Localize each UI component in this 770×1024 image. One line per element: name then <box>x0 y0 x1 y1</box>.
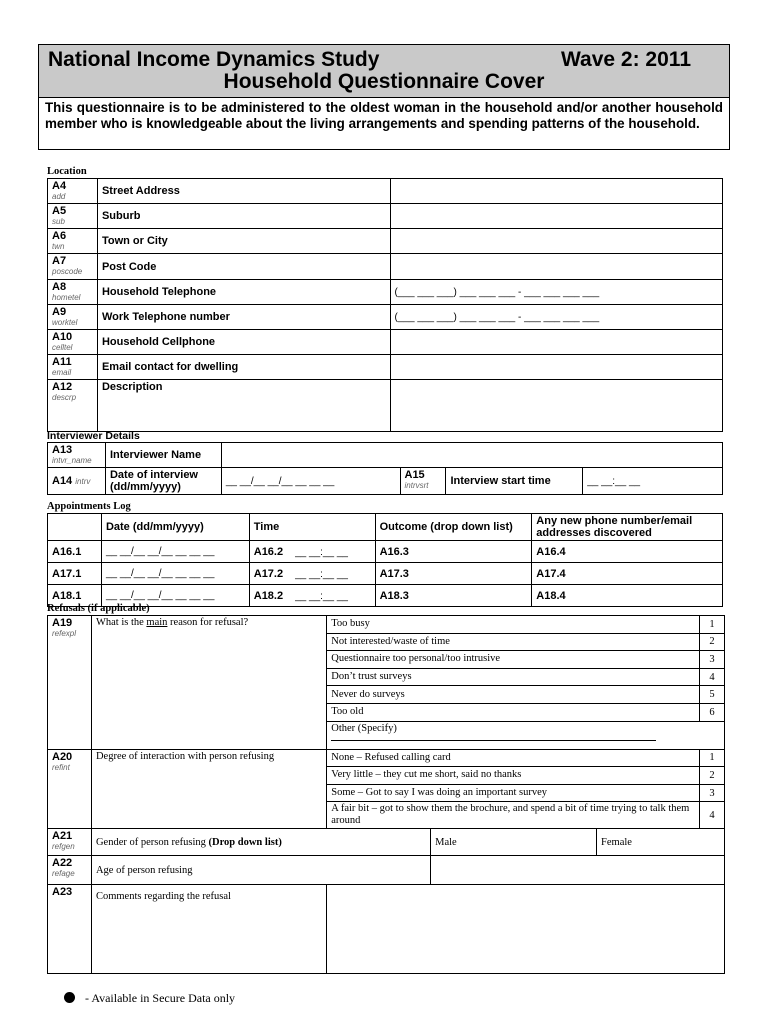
location-code: A11 <box>52 356 72 368</box>
location-code-cell <box>48 229 98 254</box>
a20-option[interactable]: Very little – they cut me short, said no thanks <box>327 767 700 785</box>
appt-phone-field[interactable]: A16.4 <box>532 541 723 563</box>
a21-var: refgen <box>52 842 75 852</box>
a19-code-cell <box>48 616 92 750</box>
location-field[interactable] <box>390 355 722 380</box>
location-label: Street Address <box>97 179 390 204</box>
location-label: Household Cellphone <box>97 330 390 355</box>
location-code: A6 <box>52 230 67 242</box>
a22-var: refage <box>52 869 75 879</box>
wave-label: Wave 2: 2011 <box>561 48 691 71</box>
a20-option-number: 3 <box>699 784 724 802</box>
location-code: A7 <box>52 255 67 267</box>
a20-code-cell <box>48 749 92 829</box>
appt-time-cell[interactable] <box>249 563 375 585</box>
appt-phone-field[interactable]: A17.4 <box>532 563 723 585</box>
location-label: Description <box>97 380 390 432</box>
location-code-cell <box>48 380 98 432</box>
a21-code: A21 <box>52 830 73 843</box>
location-var: twn <box>52 242 65 251</box>
location-code: A4 <box>52 180 67 192</box>
interviewer-name-label: Interviewer Name <box>105 443 221 468</box>
a20-option[interactable]: None – Refused calling card <box>327 749 700 767</box>
a19-question-emph: main <box>146 617 168 628</box>
appt-code: A16.1 <box>48 541 102 563</box>
footer-text: - Available in Secure Data only <box>85 991 236 1005</box>
appt-header-outcome: Outcome (drop down list) <box>375 514 532 541</box>
appt-header-phone: Any new phone number/email addresses discovered <box>532 514 723 541</box>
interviewer-heading: Interviewer Details <box>47 430 140 442</box>
intro-text: This questionnaire is to be administered to the oldest woman in the household and/or another household member who is knowledgeable about the living arrangements and spending patterns of the household. <box>38 98 730 150</box>
interviewer-table <box>47 442 723 495</box>
location-table <box>47 178 723 432</box>
location-code: A10 <box>52 331 73 343</box>
a13-code-cell <box>48 443 106 468</box>
location-label: Email contact for dwelling <box>97 355 390 380</box>
a23-comments-field[interactable] <box>327 885 725 974</box>
a20-question: Degree of interaction with person refusing <box>91 749 326 829</box>
location-var: add <box>52 192 66 201</box>
a19-option-number: 4 <box>699 668 724 686</box>
a22-answer-field[interactable] <box>431 856 725 885</box>
appt-outcome-field[interactable]: A16.3 <box>375 541 532 563</box>
location-var: hometel <box>52 293 81 302</box>
refusals-table <box>47 615 725 974</box>
location-field[interactable] <box>390 254 722 280</box>
location-field[interactable] <box>390 380 722 432</box>
study-title: National Income Dynamics Study <box>48 48 380 71</box>
a20-var: refint <box>52 762 70 772</box>
location-code-cell <box>48 280 98 305</box>
a21-code-cell <box>48 829 92 856</box>
appointments-table <box>47 513 723 607</box>
a23-code: A23 <box>52 886 73 899</box>
location-code: A5 <box>52 205 67 217</box>
a19-other-line <box>331 734 656 741</box>
a21-male-option[interactable]: Male <box>431 829 597 856</box>
appt-outcome-field[interactable]: A18.3 <box>375 585 532 607</box>
a21-female-option[interactable]: Female <box>597 829 725 856</box>
appt-time-cell[interactable] <box>249 585 375 607</box>
location-code-cell <box>48 330 98 355</box>
appt-header-time: Time <box>249 514 375 541</box>
location-heading: Location <box>47 166 87 177</box>
start-time-field[interactable]: __ __:__ __ <box>583 468 723 495</box>
a15-code-cell <box>400 468 446 495</box>
appt-date-field[interactable]: __ __/__ __/__ __ __ __ <box>101 541 249 563</box>
a14-var: intrv <box>75 477 91 486</box>
location-field[interactable] <box>390 229 722 254</box>
a20-code: A20 <box>52 750 73 763</box>
date-of-interview-label: Date of interview (dd/mm/yyyy) <box>105 468 221 495</box>
appt-code: A18.1 <box>48 585 102 607</box>
location-label: Work Telephone number <box>97 305 390 330</box>
a20-option-number: 2 <box>699 767 724 785</box>
appt-phone-field[interactable]: A18.4 <box>532 585 723 607</box>
a23-question: Comments regarding the refusal <box>91 885 326 974</box>
location-code: A9 <box>52 306 67 318</box>
location-var: poscode <box>52 267 83 276</box>
a22-code: A22 <box>52 857 73 870</box>
appt-time-code: A17.2 <box>253 567 284 580</box>
refusals-heading: Refusals (if applicable) <box>47 603 150 614</box>
a19-option-number: 6 <box>699 703 724 721</box>
a20-option[interactable]: A fair bit – got to show them the brochure, and spend a bit of time trying to talk them around <box>327 802 700 829</box>
a14-code-cell <box>48 468 106 495</box>
a19-question <box>91 616 326 750</box>
location-field[interactable] <box>390 330 722 355</box>
location-label: Household Telephone <box>97 280 390 305</box>
location-field[interactable] <box>390 204 722 229</box>
location-code-cell <box>48 355 98 380</box>
a19-option-number: 5 <box>699 686 724 704</box>
a20-option-number: 1 <box>699 749 724 767</box>
a19-option[interactable]: Don’t trust surveys <box>327 668 700 686</box>
location-code-cell <box>48 179 98 204</box>
questionnaire-subtitle: Household Questionnaire Cover <box>223 70 545 93</box>
a19-option[interactable]: Too busy <box>327 616 700 634</box>
location-code-cell <box>48 204 98 229</box>
appt-time-code: A18.2 <box>253 589 284 602</box>
location-label: Town or City <box>97 229 390 254</box>
a15-var: intrvsrt <box>404 481 429 490</box>
a19-option[interactable]: Not interested/waste of time <box>327 633 700 651</box>
location-var: sub <box>52 217 65 226</box>
location-label: Suburb <box>97 204 390 229</box>
secure-data-icon <box>64 992 75 1003</box>
a19-question-pre: What is the <box>95 617 147 628</box>
a19-option-number: 3 <box>699 651 724 669</box>
appt-date-field[interactable]: __ __/__ __/__ __ __ __ <box>101 563 249 585</box>
a19-other-cell[interactable] <box>327 721 725 749</box>
appt-time-blank: __ __:__ __ <box>295 590 348 602</box>
location-code: A8 <box>52 281 67 293</box>
a23-code-cell <box>48 885 92 974</box>
a19-option[interactable]: Never do surveys <box>327 686 700 704</box>
start-time-label: Interview start time <box>446 468 583 495</box>
interviewer-name-field[interactable] <box>221 443 722 468</box>
location-code: A12 <box>52 381 73 393</box>
location-var: celltel <box>52 343 73 352</box>
a21-question-bold: (Drop down list) <box>208 836 282 848</box>
footer-note <box>64 991 235 1006</box>
a19-option[interactable]: Questionnaire too personal/too intrusive <box>327 651 700 669</box>
a21-question <box>91 829 430 856</box>
a19-option[interactable]: Too old <box>327 703 700 721</box>
date-of-interview-field[interactable]: __ __/__ __/__ __ __ __ <box>221 468 400 495</box>
title-box <box>38 44 730 98</box>
a20-option[interactable]: Some – Got to say I was doing an important survey <box>327 784 700 802</box>
location-var: descrp <box>52 393 77 402</box>
a22-question: Age of person refusing <box>91 856 430 885</box>
appt-time-blank: __ __:__ __ <box>295 568 348 580</box>
location-code-cell <box>48 305 98 330</box>
location-field[interactable] <box>390 179 722 204</box>
location-var: email <box>52 368 72 377</box>
appt-header-date: Date (dd/mm/yyyy) <box>101 514 249 541</box>
a14-code: A14 <box>52 475 73 487</box>
location-var: worktel <box>52 318 78 327</box>
appt-time-blank: __ __:__ __ <box>295 546 348 558</box>
appt-date-field[interactable]: __ __/__ __/__ __ __ __ <box>101 585 249 607</box>
a19-code: A19 <box>52 617 73 629</box>
appt-code: A17.1 <box>48 563 102 585</box>
a19-question-post: reason for refusal? <box>167 617 249 628</box>
location-label: Post Code <box>97 254 390 280</box>
appt-time-code: A16.2 <box>253 545 284 558</box>
appt-header-blank <box>48 514 102 541</box>
location-field[interactable]: (___ ___ ___) ___ ___ ___ - ___ ___ ___ ___ <box>390 280 722 305</box>
a22-code-cell <box>48 856 92 885</box>
a21-question-text: Gender of person refusing <box>95 836 209 848</box>
a19-option-number: 1 <box>699 616 724 634</box>
location-field[interactable]: (___ ___ ___) ___ ___ ___ - ___ ___ ___ ___ <box>390 305 722 330</box>
location-code-cell <box>48 254 98 280</box>
a15-code: A15 <box>404 469 425 481</box>
appt-outcome-field[interactable]: A17.3 <box>375 563 532 585</box>
a19-other-label: Other (Specify) <box>331 722 397 734</box>
a13-code: A13 <box>52 444 73 456</box>
a19-option-number: 2 <box>699 633 724 651</box>
appointments-heading: Appointments Log <box>47 501 131 512</box>
a20-option-number: 4 <box>699 802 724 829</box>
a13-var: intvr_name <box>52 456 92 465</box>
a19-var: refexpl <box>52 629 77 638</box>
appt-time-cell[interactable] <box>249 541 375 563</box>
